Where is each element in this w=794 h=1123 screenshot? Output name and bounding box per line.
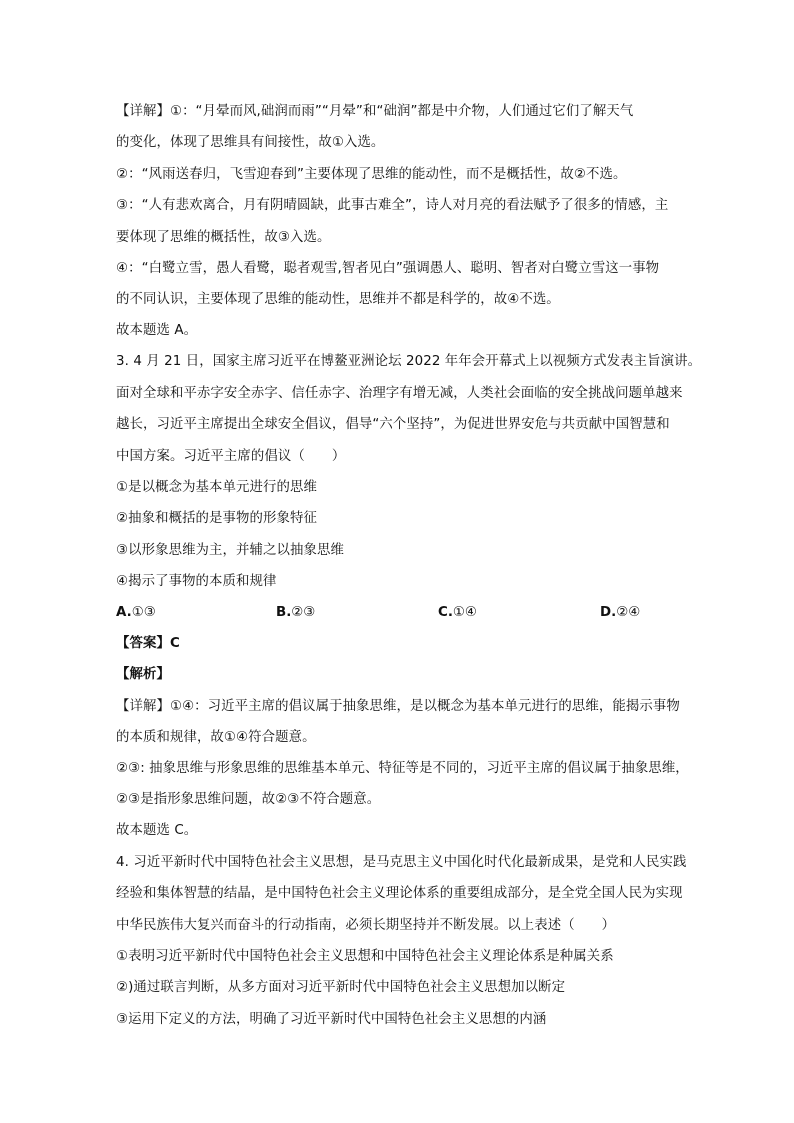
- q3-stem-line-3: 越长，习近平主席提出全球安全倡议，倡导“六个坚持”，为促进世界安危与共贡献中国智慧和: [116, 417, 670, 432]
- q3-option-a: [116, 603, 156, 623]
- q3-explanation-line-1: 【详解】①④：习近平主席的倡议属于抽象思维，是以概念为基本单元进行的思维，能揭示事物: [116, 699, 680, 714]
- q3-option-c: [438, 603, 477, 623]
- q3-stem-line-4: 中国方案。习近平主席的倡议（ ）: [116, 449, 346, 464]
- q3-answer: 【答案】C: [116, 636, 180, 651]
- q3-option-a-text: ①③: [131, 605, 156, 620]
- q3-statement-3: ③以形象思维为主，并辅之以抽象思维: [116, 543, 344, 558]
- q3-option-b: [276, 603, 315, 623]
- q3-option-d-label: D.: [600, 605, 617, 620]
- q3-option-a-label: A.: [116, 605, 132, 620]
- q3-option-c-label: C.: [438, 605, 453, 620]
- q3-statement-1: ①是以概念为基本单元进行的思维: [116, 480, 317, 495]
- q3-stem-line-2: 面对全球和平赤字安全赤字、信任赤字、治理字有增无减，人类社会面临的安全挑战问题单越来: [116, 386, 683, 401]
- q3-option-d-text: ②④: [616, 605, 641, 620]
- q3-explanation-line-2: 的本质和规律，故①④符合题意。: [116, 730, 316, 745]
- q4-stem-line-2: 经验和集体智慧的结晶，是中国特色社会主义理论体系的重要组成部分，是全党全国人民为实现: [116, 886, 683, 901]
- q3-conclusion: 故本题选 C。: [116, 823, 198, 838]
- q4-statement-2: ②)通过联言判断，从多方面对习近平新时代中国特色社会主义思想加以断定: [116, 980, 566, 995]
- q3-option-b-text: ②③: [291, 605, 316, 620]
- q3-option-d: [600, 603, 640, 623]
- q4-stem-line-1: 4. 习近平新时代中国特色社会主义思想，是马克思主义中国化时代化最新成果，是党和人民实践: [116, 855, 687, 870]
- q4-stem-line-3: 中华民族伟大复兴而奋斗的行动指南，必须长期坚持并不断发展。以上表述（ ）: [116, 918, 616, 933]
- q2-explanation-line-1: 【详解】①：“月晕而风,础润而雨”“月晕”和“础润”都是中介物，人们通过它们了解天气: [116, 104, 634, 119]
- q3-option-b-label: B.: [276, 605, 292, 620]
- q2-explanation-line-7: 的不同认识，主要体现了思维的能动性，思维并不都是科学的，故④不选。: [116, 292, 560, 307]
- q3-option-c-text: ①④: [452, 605, 477, 620]
- q2-explanation-line-4: ③：“人有悲欢离合，月有阴晴圆缺，此事古难全”，诗人对月亮的看法赋予了很多的情感，主: [116, 198, 669, 213]
- q3-explanation-line-4: ②③是指形象思维问题，故②③不符合题意。: [116, 792, 381, 807]
- q2-explanation-line-5: 要体现了思维的概括性，故③入选。: [116, 230, 331, 245]
- q3-analysis-heading: 【解析】: [116, 667, 170, 682]
- q2-explanation-line-6: ④：“白鹭立雪，愚人看鹭，聪者观雪,智者见白”强调愚人、聪明、智者对白鹭立雪这一事物: [116, 261, 660, 276]
- q3-statement-4: ④揭示了事物的本质和规律: [116, 574, 277, 589]
- q3-stem-line-1: 3. 4 月 21 日，国家主席习近平在博鳌亚洲论坛 2022 年年会开幕式上以视频方式发表主旨演讲。: [116, 354, 702, 369]
- q2-conclusion: 故本题选 A。: [116, 323, 198, 338]
- q2-explanation-line-2: 的变化，体现了思维具有间接性，故①入选。: [116, 135, 385, 150]
- q4-statement-3: ③运用下定义的方法，明确了习近平新时代中国特色社会主义思想的内涵: [116, 1012, 547, 1027]
- q4-statement-1: ①表明习近平新时代中国特色社会主义思想和中国特色社会主义理论体系是种属关系: [116, 949, 614, 964]
- q3-explanation-line-3: ②③: 抽象思维与形象思维的思维基本单元、特征等是不同的，习近平主席的倡议属于抽象思维，: [116, 761, 689, 776]
- q3-statement-2: ②抽象和概括的是事物的形象特征: [116, 511, 317, 526]
- q2-explanation-line-3: ②：“风雨送春归，飞雪迎春到”主要体现了思维的能动性，而不是概括性，故②不选。: [116, 167, 627, 182]
